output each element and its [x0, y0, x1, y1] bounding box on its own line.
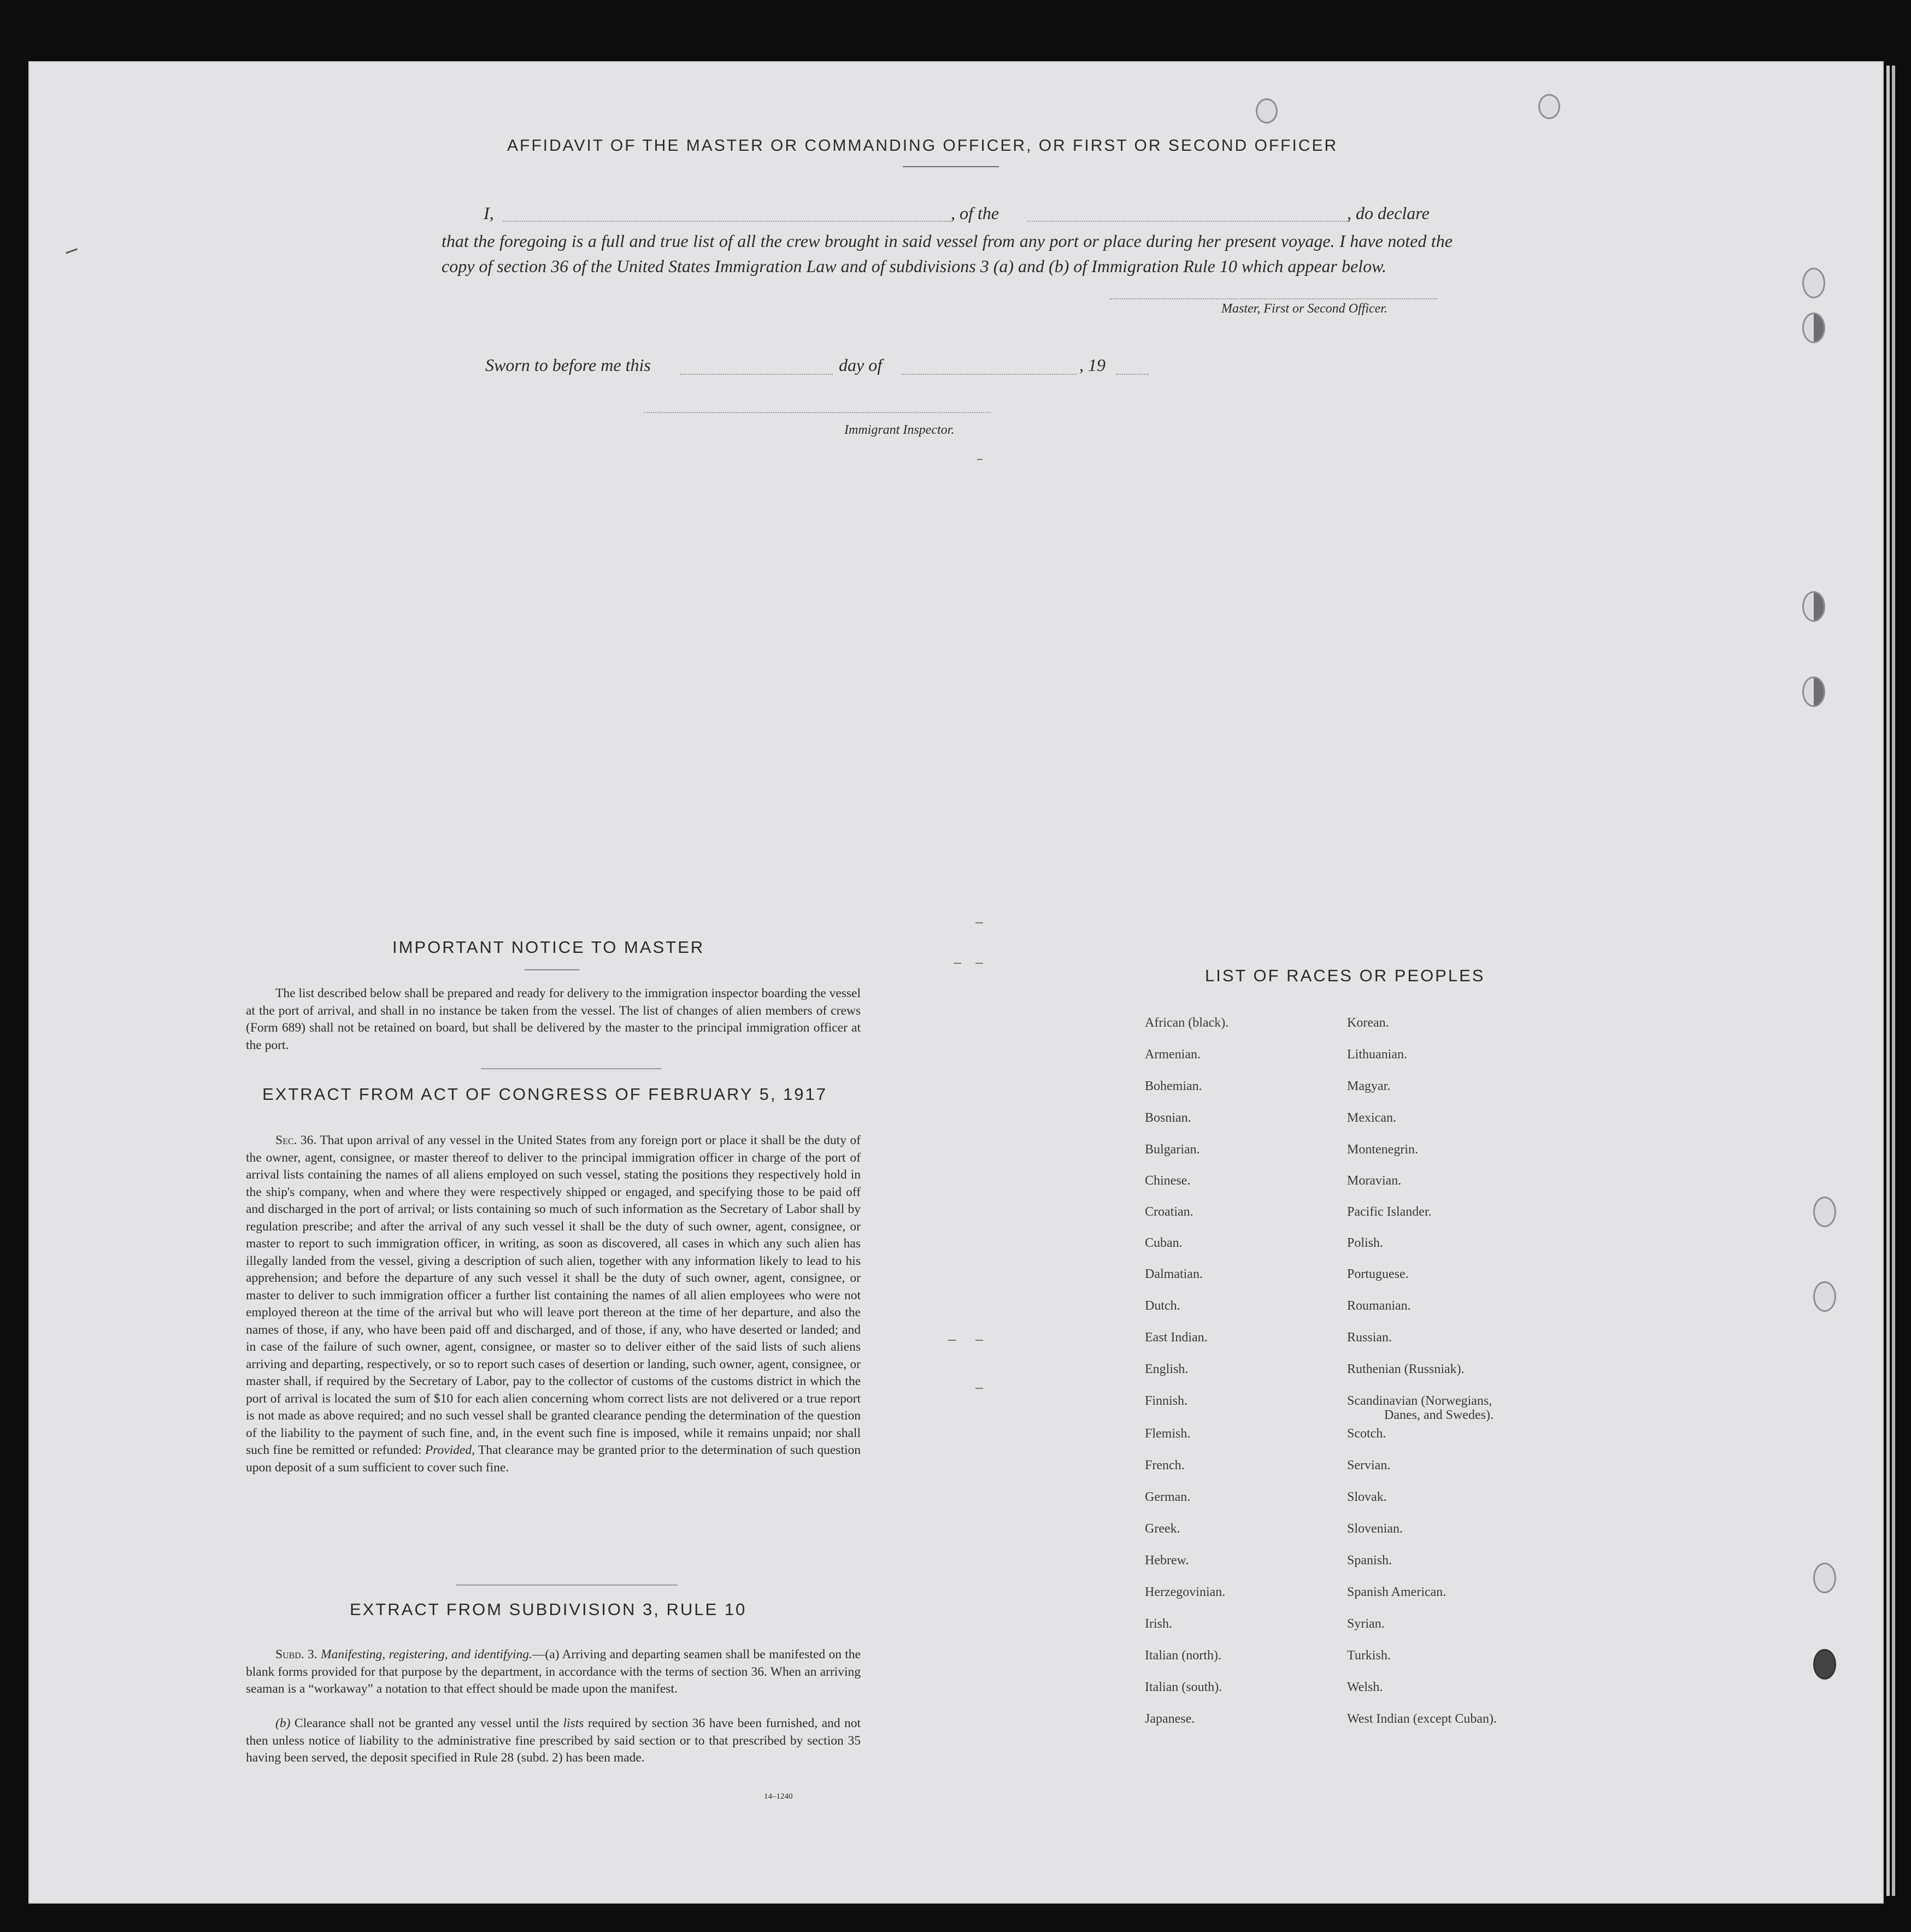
race-item: Dutch. [1145, 1299, 1180, 1313]
month-blank [902, 374, 1077, 375]
tick-mark [975, 963, 983, 964]
race-item: Korean. [1347, 1016, 1389, 1030]
notice-title: IMPORTANT NOTICE TO MASTER [392, 938, 705, 957]
punch-hole [1538, 94, 1560, 119]
affidavit-i: I, [484, 203, 494, 223]
act-sec-label: Sec. 36. [275, 1133, 317, 1147]
race-item: Bohemian. [1145, 1079, 1202, 1093]
race-item: East Indian. [1145, 1330, 1208, 1345]
sworn-text: Sworn to before me this [485, 355, 651, 375]
tick-mark [948, 1340, 956, 1341]
day-of-text: day of [839, 355, 883, 375]
signature-label: Master, First or Second Officer. [1221, 302, 1387, 316]
races-left-column [1145, 1015, 1331, 1736]
race-item: English. [1145, 1362, 1189, 1376]
affidavit-title: AFFIDAVIT OF THE MASTER OR COMMANDING OFFICER, OR FIRST OR SECOND OFFICER [507, 137, 1338, 155]
notice-body: The list described below shall be prepared and ready for delivery to the immigration inspector boarding the vessel at the port of arrival, and shall in no instance be taken from the vessel. The list of changes of alien members of crews (Form 689) shall not be retained on board, but shall be delivered by the master to the principal immigration officer at the port. [246, 986, 861, 1052]
rule-subd-label: Subd. 3. [275, 1647, 317, 1662]
race-item: Scandinavian (Norwegians, [1347, 1394, 1492, 1408]
punch-hole [1813, 1281, 1836, 1312]
race-item: Slovak. [1347, 1490, 1387, 1504]
act-proviso-body: That clearance may be granted prior to the determination of such question upon deposit of a sum sufficient to cover such fine. [246, 1443, 861, 1475]
rule-a-body: Arriving and departing seamen shall be manifested on the blank forms provided for that purpose by the department, in accordance with the terms of section 36. When an arriving seaman is a “workaway” a notation to that effect should be made upon the manifest. [246, 1647, 861, 1696]
race-item: Mexican. [1347, 1111, 1396, 1125]
race-item: Flemish. [1145, 1427, 1191, 1441]
race-item: Portuguese. [1347, 1267, 1409, 1281]
race-item: Scotch. [1347, 1427, 1386, 1441]
rule-title: EXTRACT FROM SUBDIVISION 3, RULE 10 [350, 1600, 747, 1619]
title-rule [903, 166, 999, 167]
race-item: Japanese. [1145, 1712, 1195, 1726]
rule-b-body-2: required by section 36 have been furnished, and not then unless notice of liability to the administrative fine prescribed by said section or to that prescribed by section 35 having been served, the deposit specified in Rule 28 (subd. 2) has been made. [246, 1716, 861, 1765]
inspector-blank [644, 412, 991, 413]
race-item: French. [1145, 1458, 1185, 1472]
race-item: African (black). [1145, 1016, 1229, 1030]
race-item: Roumanian. [1347, 1299, 1411, 1313]
race-item: Russian. [1347, 1330, 1392, 1345]
punch-hole [1802, 268, 1825, 298]
year-blank [1116, 374, 1149, 375]
punch-hole [1802, 591, 1825, 622]
title-rule [525, 969, 579, 970]
race-item: Chinese. [1145, 1174, 1191, 1188]
punch-hole [1802, 676, 1825, 707]
day-blank [680, 374, 833, 375]
year-prefix: , 19 [1079, 355, 1106, 375]
act-proviso-label: Provided, [425, 1443, 475, 1457]
race-item: Ruthenian (Russniak). [1347, 1362, 1465, 1376]
rule-b-label: (b) [275, 1716, 291, 1730]
vessel-blank [1027, 221, 1350, 222]
rule-subd-heading: Manifesting, registering, and identifying. [321, 1647, 532, 1662]
punch-hole [1256, 98, 1278, 123]
race-item: Greek. [1145, 1522, 1180, 1536]
sheet-edge [1892, 66, 1895, 1896]
race-item: Armenian. [1145, 1047, 1201, 1062]
sheet-edge [1886, 66, 1890, 1896]
race-item: Italian (north). [1145, 1648, 1221, 1663]
section-rule [481, 1068, 661, 1069]
affidavit-body: that the foregoing is a full and true list of all the crew brought in said vessel from any port or place during her present voyage. I have noted the copy of section 36 of the United States Immigration Law and of subdivisions 3 (a) and (b) of Immigration Rule 10 which appear below. [442, 231, 1453, 276]
rule-b-lists: lists [563, 1716, 584, 1730]
rule-para-b [246, 1715, 861, 1767]
punch-hole [1813, 1649, 1836, 1680]
race-item: Herzegovinian. [1145, 1585, 1226, 1599]
race-item: Bulgarian. [1145, 1142, 1200, 1157]
race-item: West Indian (except Cuban). [1347, 1712, 1497, 1726]
rule-para-a [246, 1646, 861, 1698]
punch-hole [1813, 1563, 1836, 1593]
race-item: Moravian. [1347, 1174, 1402, 1188]
race-item: Syrian. [1347, 1617, 1385, 1631]
race-item: Irish. [1145, 1617, 1172, 1631]
form-number: 14–1240 [764, 1792, 793, 1801]
race-item: Bosnian. [1145, 1111, 1191, 1125]
tick-mark [975, 1340, 983, 1341]
race-item: Spanish. [1347, 1553, 1392, 1568]
document-sheet [28, 61, 1884, 1904]
affidavit-of-the: , of the [951, 203, 999, 223]
act-title: EXTRACT FROM ACT OF CONGRESS OF FEBRUARY 5, 1917 [262, 1085, 828, 1104]
races-title: LIST OF RACES OR PEOPLES [1205, 966, 1485, 985]
rule-a-label: —(a) [532, 1647, 560, 1662]
race-item: Turkish. [1347, 1648, 1391, 1663]
race-item: Pacific Islander. [1347, 1205, 1432, 1219]
races-right-column [1347, 1015, 1577, 1736]
tick-mark [977, 459, 983, 460]
section-rule [456, 1585, 678, 1586]
tick-mark [975, 922, 983, 923]
tick-mark [954, 963, 961, 964]
race-item: Dalmatian. [1145, 1267, 1203, 1281]
name-blank [503, 221, 951, 222]
rule-b-body-1: Clearance shall not be granted any vessel until the [294, 1716, 560, 1730]
inspector-label: Immigrant Inspector. [844, 423, 955, 437]
race-item: Slovenian. [1347, 1522, 1403, 1536]
race-item: Croatian. [1145, 1205, 1193, 1219]
race-item: German. [1145, 1490, 1191, 1504]
punch-hole [1813, 1197, 1836, 1227]
race-item: Magyar. [1347, 1079, 1391, 1093]
race-item: Italian (south). [1145, 1680, 1222, 1694]
race-item: Welsh. [1347, 1680, 1383, 1694]
signature-blank [1109, 298, 1437, 299]
race-item: Servian. [1347, 1458, 1391, 1472]
race-item: Cuban. [1145, 1236, 1183, 1250]
race-item: Polish. [1347, 1236, 1384, 1250]
affidavit-declare: , do declare [1347, 203, 1430, 223]
act-section-36 [246, 1132, 861, 1476]
race-item-continuation: Danes, and Swedes). [1384, 1408, 1493, 1422]
race-item: Lithuanian. [1347, 1047, 1407, 1062]
race-item: Spanish American. [1347, 1585, 1447, 1599]
punch-hole [1802, 313, 1825, 343]
race-item: Hebrew. [1145, 1553, 1189, 1568]
tick-mark [975, 1388, 983, 1389]
race-item: Finnish. [1145, 1394, 1188, 1408]
race-item: Montenegrin. [1347, 1142, 1418, 1157]
act-body: That upon arrival of any vessel in the United States from any foreign port or place it shall be the duty of the owner, agent, consignee, or master thereof to deliver to the principal immigration officer in charge of the port of arrival lists containing the names of all aliens employed on such vessel, stating the positions they respectively hold in the ship's company, when and where they were respectively shipped or engaged, and specifying those to be paid off and discharged in the port of arrival; or lists containing so much of such information as the Secretary of Labor shall by regulation prescribe; and after the arrival of any such vessel it shall be the duty of such owner, agent, consignee, or master to report to such immigration officer, in writing, as soon as discovered, all cases in which any such alien has illegally landed from the vessel, giving a description of such alien, together with any information likely to lead to his apprehension; and before the departure of any such vessel it shall be the duty of such owner, agent, consignee, or master to deliver to such immigration officer a further list containing the names of all alien employees who were not employed thereon at the time of the arrival but who will leave port thereon at the time of her departure, and also the names of those, if any, who have been paid off and discharged, and of those, if any, who have deserted or landed; and in case of the failure of such owner, agent, consignee, or master so to deliver either of the said lists of such aliens arriving and departing, respectively, or so to report such cases of desertion or landing, such owner, agent, consignee, or master shall, if required by the Secretary of Labor, pay to the collector of customs of the customs district in which the port of arrival is located the sum of $10 for each alien concerning whom correct lists are not delivered or a true report is not made as above required; and no such vessel shall be granted clearance pending the determination of the question of the liability to the payment of such fine, and, in the event such fine is imposed, while it remains unpaid; nor shall such fine be remitted or refunded: [246, 1133, 861, 1457]
